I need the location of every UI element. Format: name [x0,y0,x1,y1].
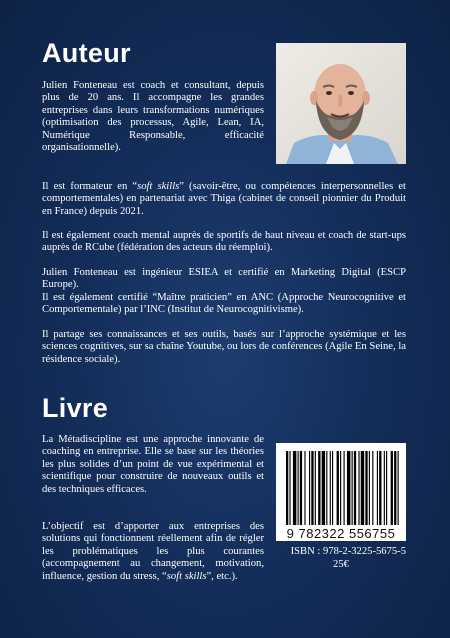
book-description-goal-emphasis: soft skills [166,570,207,582]
barcode-bar [352,451,353,525]
barcode-bar [347,451,350,525]
barcode-bar [379,451,381,525]
barcode-bar [289,451,290,525]
book-description-goal [42,521,264,583]
author-bio-training-text-1: Il est formateur en “ [42,181,138,192]
price: 25€ [333,559,349,570]
barcode-bar [365,451,367,525]
barcode-bar [293,451,296,525]
book-heading: Livre [42,393,109,423]
author-heading: Auteur [42,38,131,68]
author-bio-training [42,181,406,218]
barcode-bar [300,451,302,525]
barcode-bar [326,451,327,525]
barcode-bar [394,451,396,525]
author-bio-training-text-2: ” (savoir-être, ou compétences interpersonnelles et comportementales) en partenariat avec Thiga (cabinet de conseil pionnier du Produit en France) depuis 2021. [42,181,406,217]
barcode-bar [377,451,378,525]
author-bio-certification: Il est également certifié “Maître praticien” en ANC (Approche Neurocognitive et Comportementale) par l’INC (Institut de Neurocognitivisme). [42,292,406,316]
barcode-bar [311,451,313,525]
book-description-intro: La Métadiscipline est une approche innovante de coaching en entreprise. Elle se base sur les théories les plus solides d’un point de vue expérimental et scientifique pour construire de nouveaux outils et des techniques efficaces. [42,434,264,495]
author-bio-training-emphasis: soft skills [137,181,180,192]
barcode-bar [354,451,356,525]
barcode-number: 9 782322 556755 [286,526,396,541]
barcode-bar [344,451,345,525]
author-bio-coaching: Il est également coach mental auprès de sportifs de haut niveau et coach de start-ups auprès de RCube (fédération des acteurs du réemploi). [42,230,406,254]
barcode-bar [318,451,320,525]
barcode-bar [361,451,364,525]
barcode-bar [391,451,393,525]
barcode-bar [322,451,325,525]
barcode-bar [384,451,385,525]
author-photo [276,43,406,164]
barcode-bar [298,451,299,525]
barcode-bar [340,451,341,525]
author-bio-sharing: Il partage ses connaissances et ses outils, basés sur l’approche systémique et les sciences cognitives, sur sa chaîne Youtube, ou lors de conférences (Agile En Seine, la résidence sociale). [42,329,406,365]
barcode-bar [330,451,331,525]
book-description-goal-text-2: ”, etc.). [206,570,238,582]
barcode-bar [315,451,316,525]
barcode-bar [358,451,359,525]
barcode-bar [372,451,373,525]
barcode-bar [369,451,370,525]
barcode-bar [286,451,288,525]
barcode-bar [398,451,399,525]
author-bio-education: Julien Fonteneau est ingénieur ESIEA et certifié en Marketing Digital (ESCP Europe). [42,267,406,291]
author-portrait-image [276,43,406,164]
barcode-bar [386,451,387,525]
book-description-goal-text-1: L’objectif est d’apporter aux entreprises des solutions qui fonctionnent réellement afin de régler les problématiques les plus courantes (accompagnement au changement, motivation, influence, gestion du stress, “ [42,521,264,582]
isbn: ISBN : 978-2-3225-5675-5 [290,546,406,557]
barcode-bar [304,451,305,525]
author-bio-intro: Julien Fonteneau est coach et consultant, depuis plus de 20 ans. Il accompagne les grandes entreprises dans leurs transformations numériques (optimisation des processus, Agile, Lean, IA, Numérique Responsable, efficacité organisationnelle). [42,80,264,154]
barcode-bar [332,451,333,525]
barcode-bar [337,451,339,525]
barcode-bar [309,451,310,525]
